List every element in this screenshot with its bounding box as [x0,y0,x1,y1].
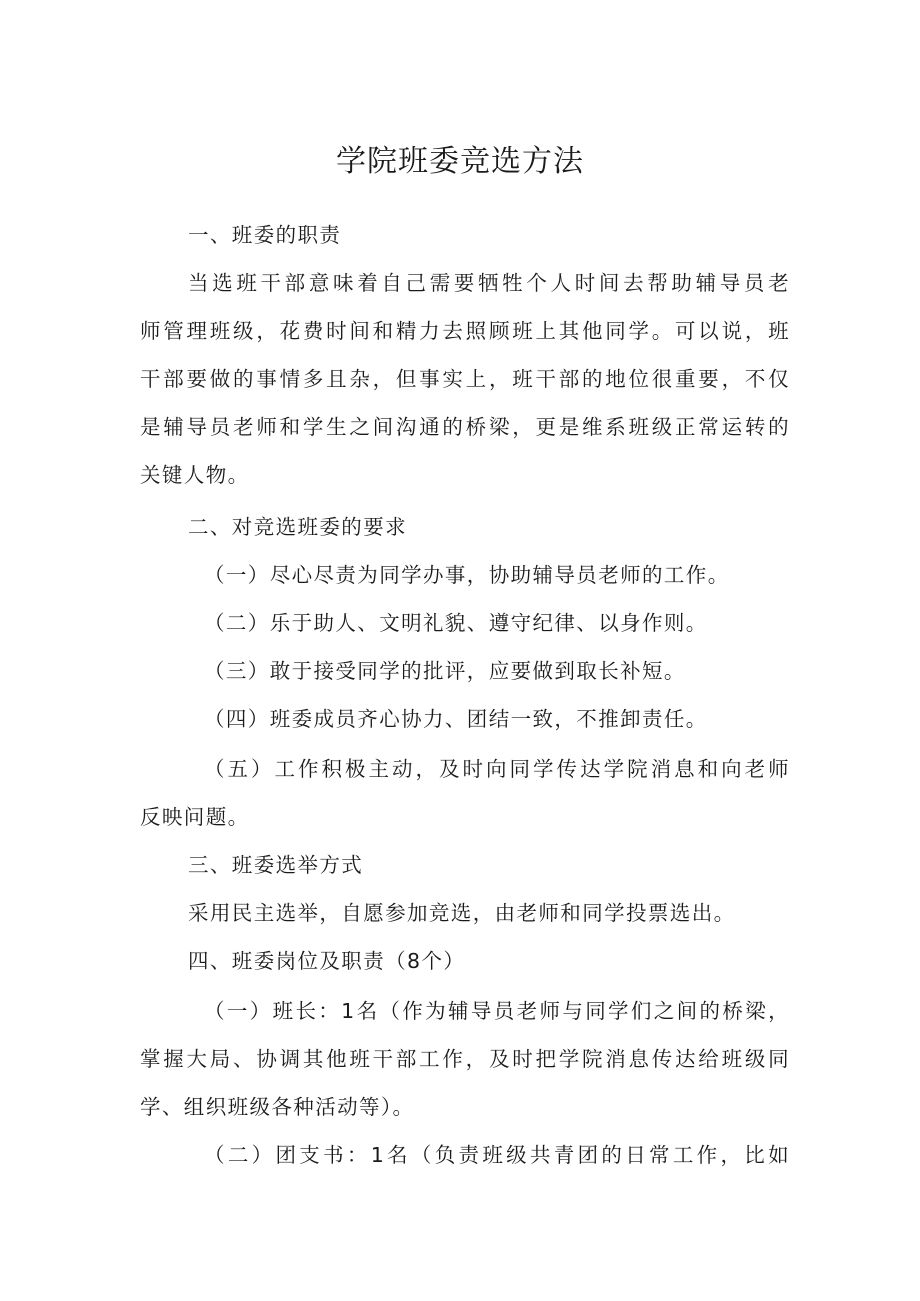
requirement-item: （三）敢于接受同学的批评，应要做到取长补短。 [204,659,686,683]
requirement-item: （一）尽心尽责为同学办事，协助辅导员老师的工作。 [204,563,730,587]
paragraph-line: 当选班干部意味着自己需要牺牲个人时间去帮助辅导员老 [188,271,790,295]
section-heading-positions: 四、班委岗位及职责（8个） [188,949,466,973]
position-item-continuation: 学、组织班级各种活动等）。 [140,1095,415,1119]
document-title: 学院班委竞选方法 [336,144,584,179]
position-item: （一）班长：1名（作为辅导员老师与同学们之间的桥梁， [204,999,790,1023]
paragraph-line: 采用民主选举，自愿参加竞选，由老师和同学投票选出。 [188,901,736,925]
requirement-item: （二）乐于助人、文明礼貌、遵守纪律、以身作则。 [204,611,708,635]
section-heading-requirements: 二、对竞选班委的要求 [188,515,407,539]
requirement-item-continuation: 反映问题。 [140,805,250,829]
requirement-item: （五）工作积极主动，及时向同学传达学院消息和向老师 [204,757,790,781]
position-item-continuation: 掌握大局、协调其他班干部工作，及时把学院消息传达给班级同 [140,1047,790,1071]
section-heading-duties: 一、班委的职责 [188,223,342,247]
requirement-item: （四）班委成员齐心协力、团结一致，不推卸责任。 [204,707,708,731]
paragraph-line: 干部要做的事情多且杂，但事实上，班干部的地位很重要，不仅 [140,367,790,391]
paragraph-line: 关键人物。 [140,463,250,487]
section-heading-election-method: 三、班委选举方式 [188,853,364,877]
position-item: （二）团支书：1名（负责班级共青团的日常工作，比如 [204,1143,790,1167]
paragraph-line: 师管理班级，花费时间和精力去照顾班上其他同学。可以说，班 [140,319,790,343]
paragraph-line: 是辅导员老师和学生之间沟通的桥梁，更是维系班级正常运转的 [140,415,790,439]
